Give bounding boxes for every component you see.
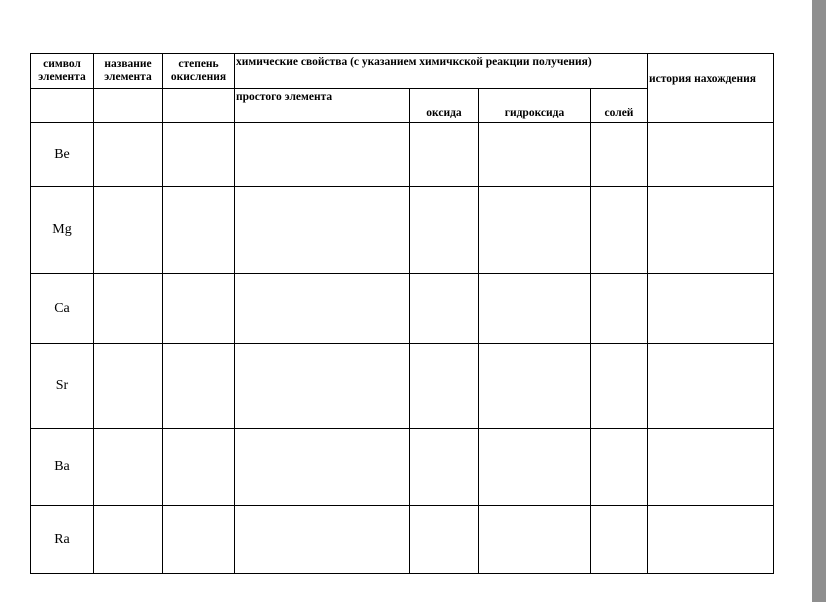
table-cell [648,187,774,274]
table-cell [591,429,648,506]
table-cell [94,123,163,187]
table-cell [410,506,479,574]
table-cell [94,187,163,274]
table-row [31,123,774,187]
table-row [31,344,774,429]
table-cell [163,123,235,187]
table-cell [479,344,591,429]
subheader-hydroxide: гидроксида [479,89,591,123]
subheader-salts: солей [591,89,648,123]
header-history: история нахождения [648,54,774,123]
element-symbol: Mg [31,187,94,274]
element-symbol: Sr [31,344,94,429]
table-cell [591,344,648,429]
table-row [31,506,774,574]
header-symbol: символ элемента [31,54,94,89]
page-edge-bar [812,0,826,602]
table-cell [479,123,591,187]
table-row [31,187,774,274]
table-cell [410,344,479,429]
element-symbol: Be [31,123,94,187]
element-symbol: Ra [31,506,94,574]
table-cell [591,123,648,187]
element-symbol: Ba [31,429,94,506]
header-row [31,54,774,89]
table-cell [591,506,648,574]
header-chemical-properties: химические свойства (с указанием химичкской реакции получения) [235,54,648,89]
table-cell [235,506,410,574]
table-cell [479,187,591,274]
subheader-oxide: оксида [410,89,479,123]
table-cell [410,123,479,187]
table-cell [94,506,163,574]
table-row [31,274,774,344]
table-cell [235,187,410,274]
element-symbol: Ca [31,274,94,344]
table-cell [648,274,774,344]
table-cell [648,506,774,574]
table-cell [235,123,410,187]
table-cell [235,344,410,429]
table-cell [648,429,774,506]
table-cell [591,274,648,344]
table-cell [163,506,235,574]
table-cell [479,429,591,506]
table-cell [235,429,410,506]
table-cell [94,274,163,344]
subheader-empty-cell [31,89,94,123]
table-cell [163,344,235,429]
table-row [31,429,774,506]
table-cell [591,187,648,274]
table-cell [163,274,235,344]
header-name: название элемента [94,54,163,89]
table-cell [479,274,591,344]
table-cell [94,429,163,506]
table-cell [163,429,235,506]
elements-table [30,53,774,574]
table-cell [410,274,479,344]
table-cell [410,187,479,274]
table-cell [163,187,235,274]
subheader-simple-element: простого элемента [235,89,410,123]
subheader-empty-cell [94,89,163,123]
table-cell [94,344,163,429]
subheader-empty-cell [163,89,235,123]
table-cell [648,344,774,429]
table-cell [410,429,479,506]
table-cell [479,506,591,574]
table-cell [235,274,410,344]
table-cell [648,123,774,187]
header-oxidation: степень окисления [163,54,235,89]
